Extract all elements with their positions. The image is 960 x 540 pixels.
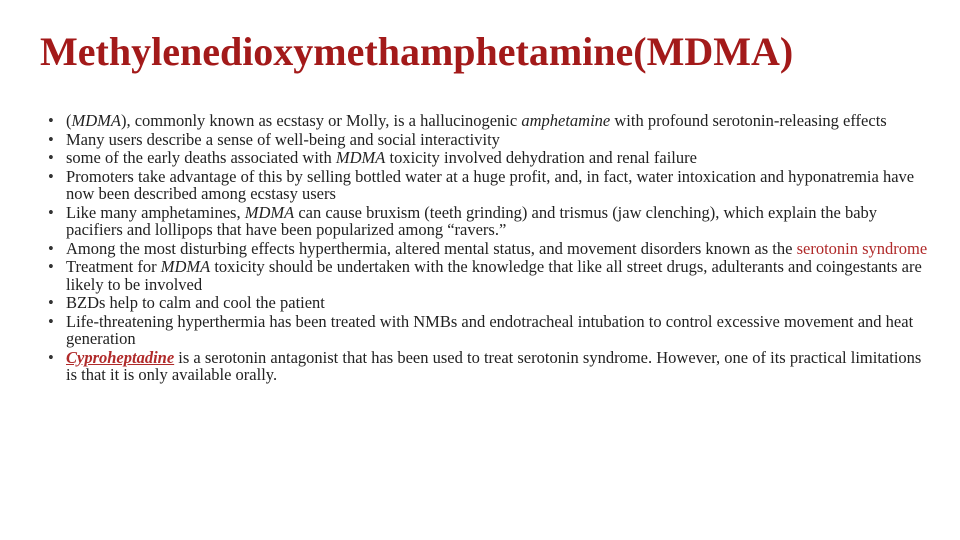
bullet-dot: • — [48, 202, 54, 222]
bullet-item: • (MDMA), commonly known as ecstasy or Molly, is a hallucinogenic amphetamine with profound serotonin-releasing effects — [48, 111, 887, 130]
bullet-dot: • — [48, 347, 54, 367]
bullet-item: • Promoters take advantage of this by selling bottled water at a huge profit, and, in fact, water intoxication and hyponatremia have now been described among ecstasy users — [48, 166, 915, 203]
bullet-item: • Like many amphetamines, MDMA can cause bruxism (teeth grinding) and trismus (jaw clenching), which explain the baby pacifiers and lollipops that have been popularized among “ravers.” — [48, 202, 878, 239]
bullet-dot: • — [48, 293, 54, 312]
bullet-item: • Treatment for MDMA toxicity should be undertaken with the knowledge that like all street drugs, adulterants and coingestants are likely to be involved — [48, 257, 922, 294]
bullet-dot: • — [48, 238, 54, 258]
bullet-dot: • — [48, 129, 54, 149]
bullet-item: • Life-threatening hyperthermia has been treated with NMBs and endotracheal intubation to control excessive movement and heat generation — [48, 311, 914, 348]
bullet-item: • some of the early deaths associated with MDMA toxicity involved dehydration and renal failure — [48, 148, 697, 167]
bullet-item: • BZDs help to calm and cool the patient — [48, 293, 325, 312]
bullet-item: • Among the most disturbing effects hyperthermia, altered mental status, and movement disorders known as the serotonin syndrome — [48, 238, 928, 258]
serotonin-syndrome-term: serotonin syndrome — [796, 238, 928, 258]
bullet-dot: • — [48, 111, 54, 130]
bullet-dot: • — [48, 166, 54, 186]
bullet-dot: • — [48, 311, 54, 331]
bullet-item: • Cyproheptadine is a serotonin antagonist that has been used to treat serotonin syndrome. However, one of its practical limitations is that it is only available orally. — [48, 347, 922, 384]
bullet-dot: • — [48, 148, 54, 167]
bullet-item: • Many users describe a sense of well-being and social interactivity — [48, 129, 500, 149]
cyproheptadine-link[interactable]: Cyproheptadine — [66, 347, 175, 367]
bullet-list — [48, 112, 928, 384]
bullet-dot: • — [48, 257, 54, 276]
slide-title: Methylenedioxymethamphetamine(MDMA) — [40, 29, 794, 74]
